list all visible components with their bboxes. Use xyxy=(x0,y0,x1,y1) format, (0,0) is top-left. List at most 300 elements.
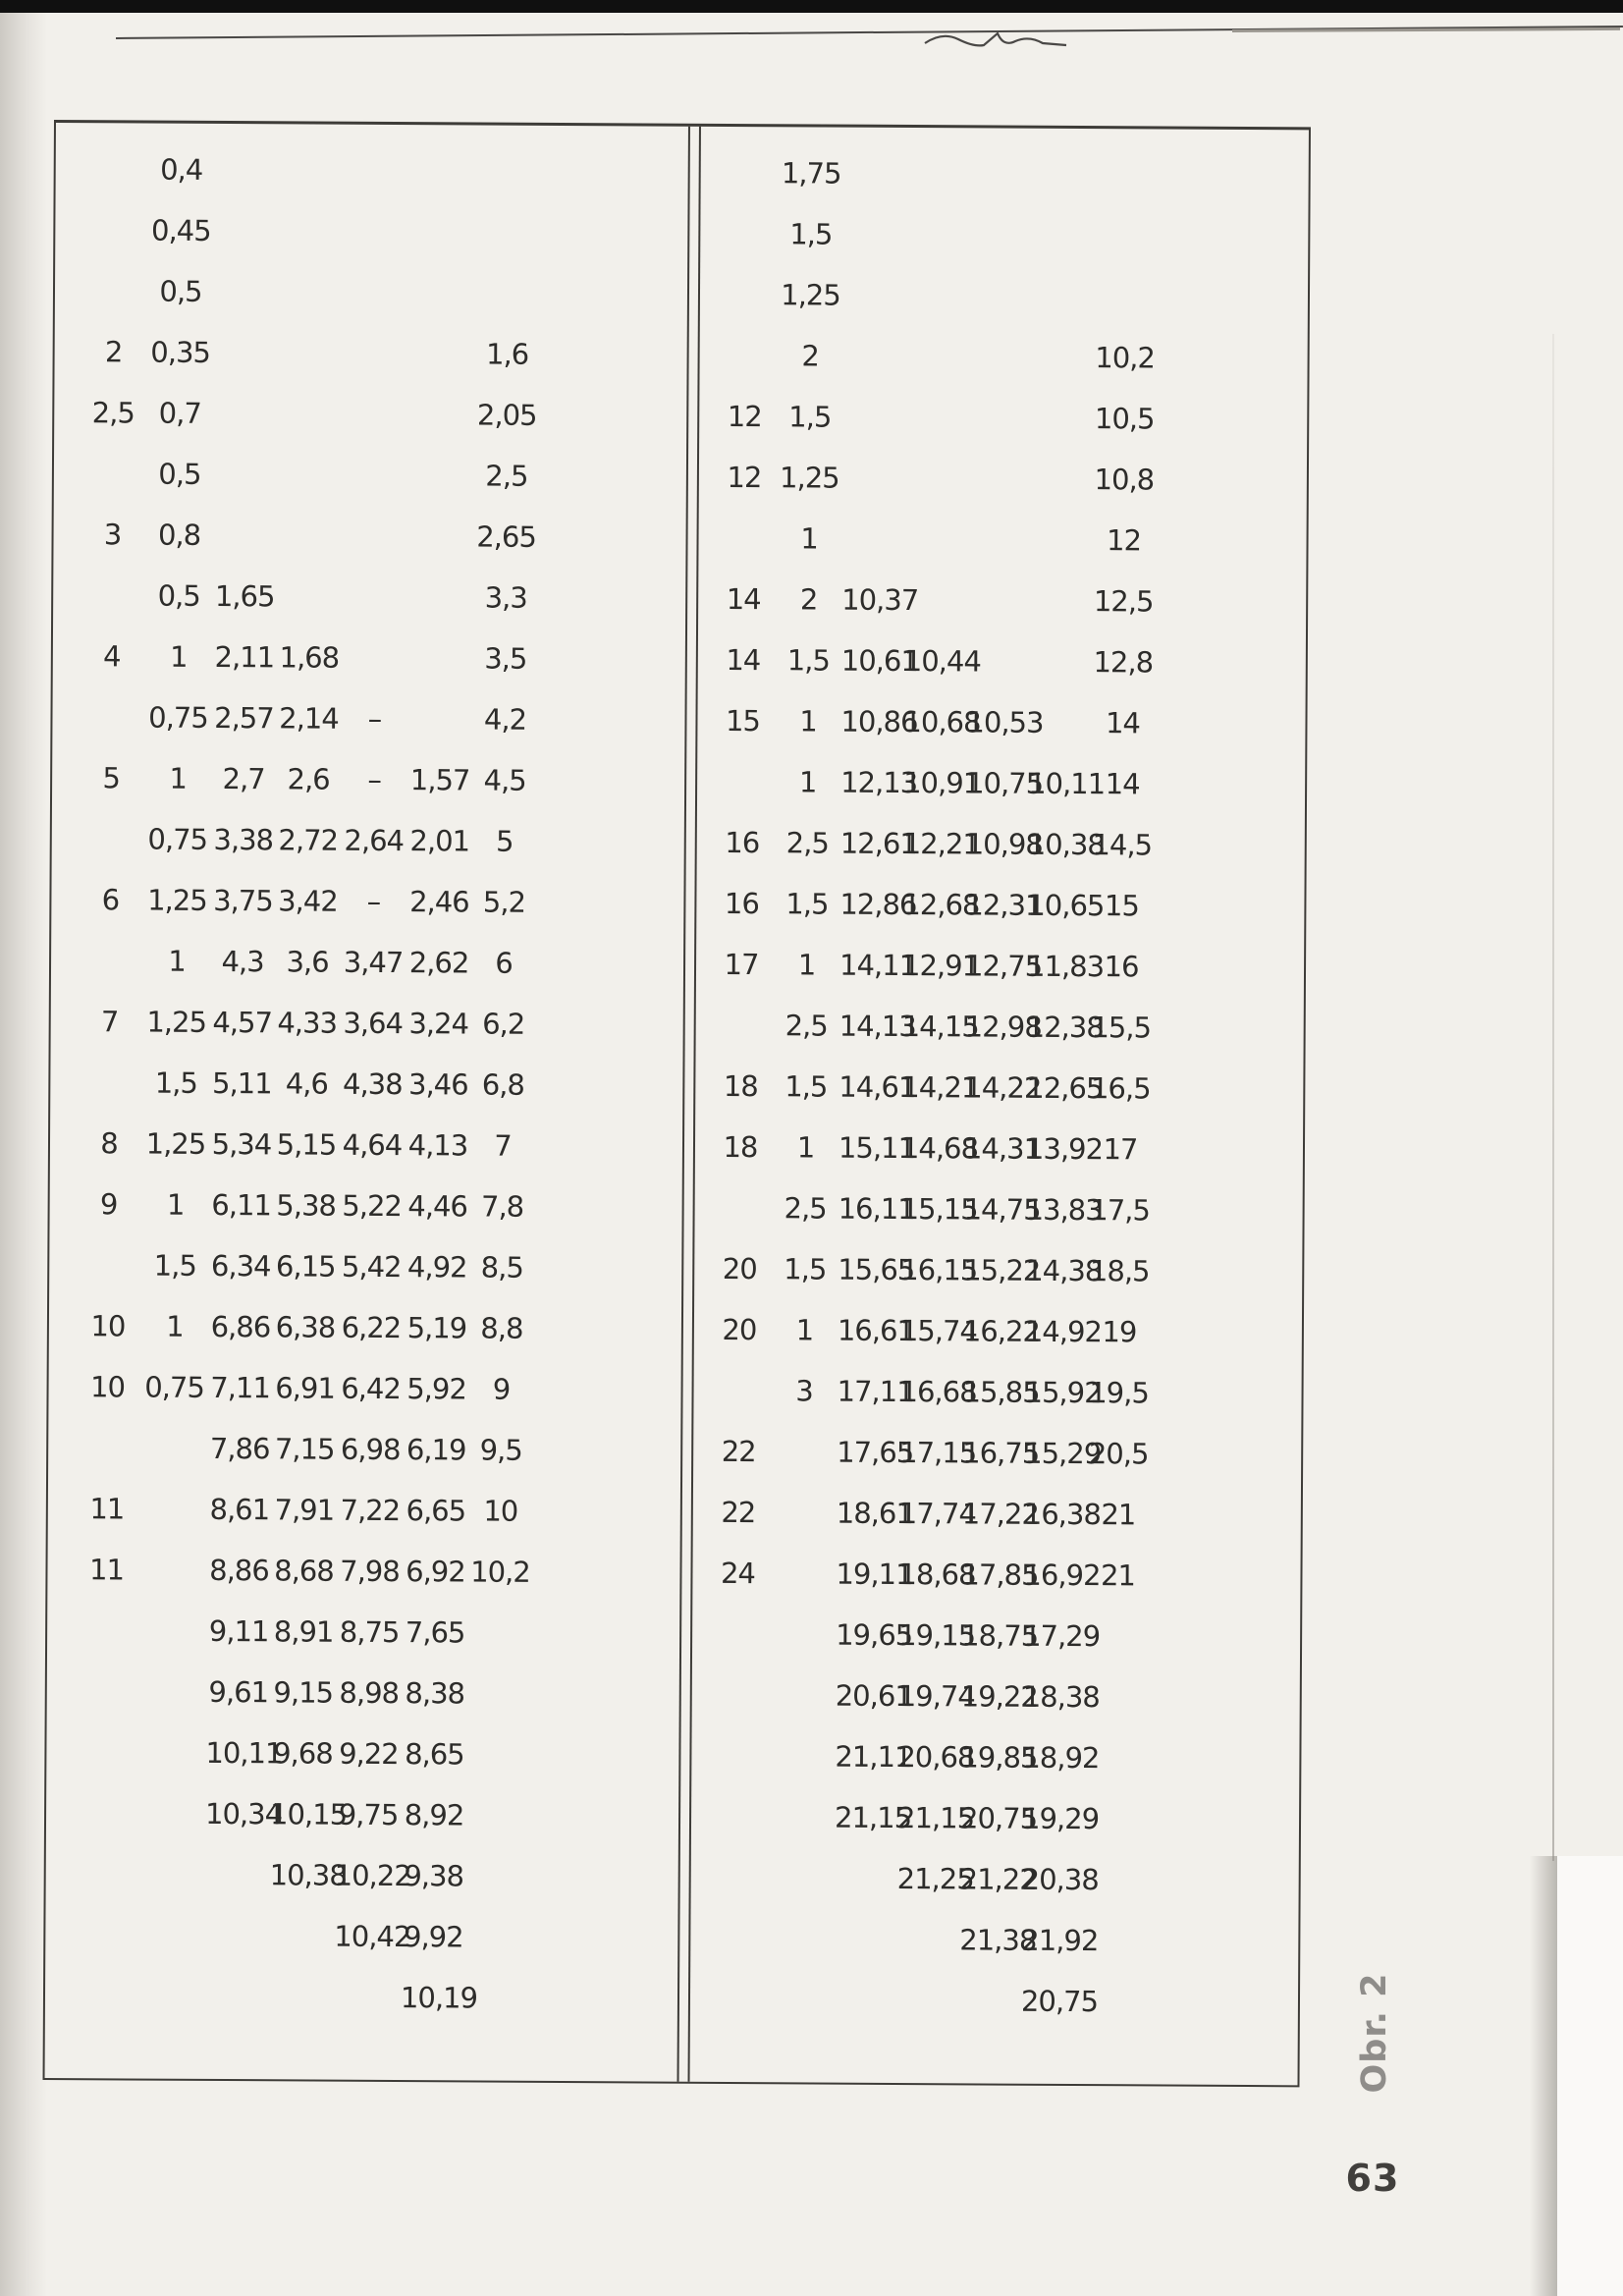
table-cell: 0,4 xyxy=(160,152,203,187)
table-cell: 2 xyxy=(799,581,818,616)
table-cell: 21,15 xyxy=(834,1800,912,1834)
table-cell: 0,5 xyxy=(158,457,201,491)
table-cell: 12,75 xyxy=(964,948,1043,983)
table-cell: 8,75 xyxy=(339,1614,400,1649)
table-cell: 0,75 xyxy=(148,700,208,735)
table-row xyxy=(50,1113,682,1177)
table-cell: 10,19 xyxy=(400,1980,478,2015)
table-row xyxy=(49,1295,681,1360)
table-cell: 19,11 xyxy=(836,1557,913,1591)
table-row xyxy=(56,138,688,203)
table-cell: 6,22 xyxy=(341,1310,402,1344)
table-cell: 6,34 xyxy=(210,1248,271,1283)
table-cell: 4,13 xyxy=(407,1127,468,1162)
table-cell: 6,92 xyxy=(406,1554,465,1588)
table-cell: 12,31 xyxy=(965,887,1043,922)
table-cell: 10,68 xyxy=(903,704,981,738)
table-row xyxy=(54,321,686,386)
table-cell: 18,68 xyxy=(898,1557,976,1591)
table-cell: 9,15 xyxy=(273,1674,334,1710)
table-cell: 5,15 xyxy=(276,1126,337,1162)
table-cell: 2,65 xyxy=(476,519,536,554)
table-cell: 10,34 xyxy=(204,1796,283,1831)
table-cell: 5,92 xyxy=(406,1371,466,1405)
table-row xyxy=(55,199,687,264)
table-cell: 1,25 xyxy=(781,277,840,312)
table-cell: 2,5 xyxy=(784,1190,827,1226)
table-cell: 15,22 xyxy=(963,1252,1041,1287)
scanner-background xyxy=(1557,1856,1623,2296)
table-cell: 2 xyxy=(104,334,123,368)
table-cell: 9 xyxy=(492,1372,511,1406)
table-row xyxy=(694,1177,1302,1242)
table-cell: 1,6 xyxy=(485,337,529,371)
table-row xyxy=(54,382,686,447)
table-cell: 1,65 xyxy=(214,578,275,613)
table-cell: 8,92 xyxy=(404,1797,464,1831)
table-cell: 12,61 xyxy=(839,826,917,860)
book-gutter-shadow xyxy=(0,13,47,2296)
table-cell: 10,65 xyxy=(1027,888,1105,922)
table-row xyxy=(52,686,684,751)
table-cell: 1,5 xyxy=(154,1066,198,1100)
table-cell: 8,65 xyxy=(405,1736,464,1771)
table-cell: 0,5 xyxy=(159,274,202,308)
page-number: 63 xyxy=(1345,2157,1400,2200)
table-row xyxy=(47,1661,679,1725)
table-cell: 2,5 xyxy=(91,395,135,429)
table-cell: 1 xyxy=(799,703,817,738)
table-cell: 0,45 xyxy=(150,213,211,247)
table-row xyxy=(691,1786,1299,1851)
table-cell: 10,42 xyxy=(334,1919,411,1953)
table-cell: 1 xyxy=(797,947,816,981)
table-row xyxy=(700,264,1308,329)
table-row xyxy=(49,1174,681,1238)
table-cell: 8,5 xyxy=(480,1250,523,1285)
table-cell: 12,8 xyxy=(1093,644,1154,679)
table-cell: 17,15 xyxy=(899,1435,977,1469)
table-cell: 18,38 xyxy=(1022,1679,1100,1714)
table-cell: 8,98 xyxy=(339,1675,400,1710)
table-cell: 13,83 xyxy=(1025,1192,1103,1227)
table-cell: 6,19 xyxy=(406,1432,466,1466)
table-cell: 8,8 xyxy=(480,1311,523,1345)
table-cell: 11 xyxy=(89,1491,125,1525)
table-cell: 20 xyxy=(722,1251,757,1285)
table-cell: 15 xyxy=(725,703,761,738)
table-cell: 0,75 xyxy=(144,1370,204,1404)
page-edge-line xyxy=(1552,334,1554,1861)
table-cell: 8,86 xyxy=(209,1553,269,1587)
table-cell: 16,15 xyxy=(900,1252,978,1286)
table-cell: 1 xyxy=(170,639,188,674)
table-cell: 7 xyxy=(494,1128,512,1163)
table-cell: 2,5 xyxy=(485,459,528,493)
table-cell: 7,15 xyxy=(274,1431,335,1466)
table-cell: 9,61 xyxy=(208,1674,269,1709)
table-row xyxy=(48,1417,680,1482)
table-row xyxy=(46,1722,678,1786)
table-cell: 0,35 xyxy=(150,335,211,369)
table-cell: 9 xyxy=(99,1186,118,1221)
page-fold-line-shadow xyxy=(1232,27,1620,32)
table-cell: 1,25 xyxy=(780,460,839,495)
table-cell: 16,38 xyxy=(1023,1497,1101,1531)
table-cell: 5 xyxy=(102,760,120,794)
table-row xyxy=(693,1421,1301,1486)
table-cell: 3,64 xyxy=(343,1006,404,1040)
table-row xyxy=(46,1782,678,1847)
table-cell: 19,74 xyxy=(897,1678,975,1713)
table-cell: 16,22 xyxy=(962,1313,1041,1348)
table-cell: 10,38 xyxy=(269,1857,347,1892)
table-cell: 20 xyxy=(722,1312,757,1346)
table-cell: 6,38 xyxy=(275,1309,336,1344)
table-row xyxy=(48,1478,680,1543)
table-cell: 1 xyxy=(168,944,186,978)
table-cell: 2,05 xyxy=(476,397,537,432)
table-cell: 16,61 xyxy=(837,1313,915,1347)
table-right-half xyxy=(688,127,1309,2086)
table-cell: 5,38 xyxy=(276,1187,337,1223)
table-cell: – xyxy=(366,884,381,918)
table-cell: 22 xyxy=(721,1495,756,1529)
table-cell: 17,65 xyxy=(837,1435,914,1469)
table-row xyxy=(51,869,683,934)
table-cell: 6,8 xyxy=(481,1067,525,1102)
table-cell: 16 xyxy=(1104,949,1139,983)
table-cell: 9,92 xyxy=(403,1919,463,1953)
table-cell: 17,74 xyxy=(898,1496,976,1530)
table-cell: 15,15 xyxy=(900,1191,978,1226)
table-cell: 3,42 xyxy=(278,883,338,918)
table-cell: 10,44 xyxy=(903,643,981,678)
table-cell: 10,8 xyxy=(1094,462,1155,496)
table-cell: 11,83 xyxy=(1026,949,1105,983)
table-cell: 12,91 xyxy=(901,948,980,982)
table-cell: 2,46 xyxy=(409,884,469,918)
table-cell: 14 xyxy=(726,642,761,677)
table-cell: 5,11 xyxy=(211,1066,272,1100)
table-row xyxy=(695,1056,1303,1121)
table-cell: 14,15 xyxy=(901,1009,979,1043)
table-row xyxy=(698,569,1306,633)
table-cell: 14,68 xyxy=(900,1130,979,1165)
figure-table-frame xyxy=(43,120,1311,2087)
table-cell: 9,22 xyxy=(339,1736,399,1771)
table-cell: 2,01 xyxy=(409,823,470,857)
table-row xyxy=(53,504,685,569)
table-cell: 19,29 xyxy=(1021,1801,1100,1835)
table-cell: 9,75 xyxy=(338,1797,399,1831)
table-cell: 20,75 xyxy=(959,1800,1038,1835)
table-row xyxy=(693,1482,1301,1547)
table-cell: 4,2 xyxy=(483,702,527,737)
table-cell: 6,86 xyxy=(210,1309,271,1343)
table-cell: 13,92 xyxy=(1025,1131,1104,1166)
table-cell: 2,72 xyxy=(278,822,339,857)
table-cell: 3 xyxy=(103,517,122,551)
table-cell: 6,91 xyxy=(275,1370,335,1405)
table-cell: 15,85 xyxy=(962,1374,1040,1409)
table-row xyxy=(694,1238,1302,1303)
table-cell: 6,15 xyxy=(275,1248,336,1284)
table-left-half xyxy=(45,123,690,2082)
table-cell: 21,22 xyxy=(959,1861,1037,1896)
table-cell: 0,7 xyxy=(158,396,201,430)
table-cell: 14,13 xyxy=(839,1009,916,1043)
table-cell: 10,2 xyxy=(470,1554,530,1589)
table-cell: 18 xyxy=(723,1129,758,1164)
table-cell: 9,38 xyxy=(404,1858,464,1892)
table-cell: 1,5 xyxy=(785,886,829,921)
table-cell: 4,64 xyxy=(342,1127,403,1162)
table-cell: 6 xyxy=(101,882,120,916)
table-cell: 14,5 xyxy=(1092,827,1153,861)
table-cell: 10 xyxy=(483,1494,518,1528)
table-cell: 20,61 xyxy=(835,1678,912,1713)
table-cell: 9,11 xyxy=(208,1613,269,1648)
table-cell: 2,6 xyxy=(287,761,330,796)
table-cell: 19,5 xyxy=(1089,1375,1149,1409)
table-cell: 5,42 xyxy=(341,1249,402,1284)
table-row xyxy=(47,1539,679,1604)
table-cell: 8,38 xyxy=(405,1675,465,1710)
table-cell: 17 xyxy=(1103,1131,1138,1166)
table-cell: 0,8 xyxy=(157,518,201,552)
table-cell: 5,22 xyxy=(342,1188,403,1223)
table-cell: 10,86 xyxy=(840,704,918,738)
table-cell: 12 xyxy=(727,399,762,433)
table-row xyxy=(50,1052,682,1117)
table-row xyxy=(690,1969,1298,2034)
table-cell: 6,42 xyxy=(341,1371,401,1405)
table-cell: 10,98 xyxy=(965,826,1043,861)
table-cell: 10 xyxy=(90,1308,126,1342)
table-cell: 17,85 xyxy=(961,1557,1039,1592)
table-cell: 17,29 xyxy=(1023,1618,1101,1653)
table-row xyxy=(48,1356,680,1421)
table-cell: 10,11 xyxy=(205,1735,283,1770)
table-row xyxy=(52,747,684,812)
table-cell: 7,91 xyxy=(274,1492,335,1527)
table-cell: 1,25 xyxy=(147,883,207,917)
table-cell: – xyxy=(367,762,381,796)
table-cell: 10,5 xyxy=(1094,401,1155,435)
table-cell: 3,46 xyxy=(407,1066,468,1101)
table-row xyxy=(695,1117,1303,1181)
table-cell: 12,5 xyxy=(1093,583,1154,618)
table-cell: 2,11 xyxy=(214,639,275,674)
table-cell: 21 xyxy=(1100,1558,1136,1592)
table-cell: 0,5 xyxy=(157,578,200,613)
table-cell: 0,75 xyxy=(147,822,208,856)
table-cell: 4,3 xyxy=(221,944,264,978)
table-row xyxy=(700,203,1308,268)
table-cell: 3,6 xyxy=(286,944,329,979)
table-cell: 12,68 xyxy=(902,887,980,921)
table-cell: 14,21 xyxy=(901,1069,979,1104)
table-cell: 17,5 xyxy=(1090,1192,1151,1227)
table-cell: 1 xyxy=(166,1309,184,1343)
table-cell: 18,5 xyxy=(1089,1253,1150,1287)
table-cell: 12,21 xyxy=(902,826,980,860)
table-cell: 19,85 xyxy=(960,1739,1038,1775)
table-row xyxy=(698,629,1306,694)
table-cell: 4,46 xyxy=(407,1188,468,1223)
table-row xyxy=(701,142,1309,207)
table-cell: 7,65 xyxy=(405,1614,465,1649)
table-row xyxy=(698,508,1306,573)
table-cell: – xyxy=(367,701,382,736)
table-cell: 12,65 xyxy=(1026,1070,1104,1105)
table-cell: 1 xyxy=(796,1129,815,1164)
table-row xyxy=(691,1847,1299,1912)
table-row xyxy=(53,565,685,629)
table-cell: 14,22 xyxy=(964,1069,1042,1105)
table-cell: 2,14 xyxy=(279,700,339,736)
table-cell: 1 xyxy=(798,764,817,798)
table-cell: 15,11 xyxy=(838,1130,916,1165)
table-cell: 10,2 xyxy=(1095,340,1156,374)
table-cell: 21,38 xyxy=(959,1922,1037,1957)
table-cell: 7,8 xyxy=(480,1189,524,1224)
page-edge-shadow xyxy=(1530,1856,1557,2296)
table-cell: 15,74 xyxy=(899,1313,978,1347)
table-cell: 16,92 xyxy=(1023,1558,1101,1592)
table-cell: 14 xyxy=(1105,766,1140,800)
table-cell: 4,6 xyxy=(285,1066,329,1101)
table-cell: 24 xyxy=(720,1556,756,1590)
table-cell: 2,5 xyxy=(784,1008,828,1043)
table-cell: 10,37 xyxy=(841,582,919,617)
table-row xyxy=(699,386,1307,451)
table-row xyxy=(690,1908,1298,1973)
table-cell: 16 xyxy=(724,886,759,920)
table-cell: 9,68 xyxy=(273,1735,333,1771)
table-cell: 10,91 xyxy=(903,765,981,799)
table-cell: 8,91 xyxy=(273,1613,334,1649)
table-row xyxy=(697,812,1305,877)
table-cell: 2,57 xyxy=(214,700,274,735)
table-cell: 5,34 xyxy=(211,1126,272,1161)
table-cell: 18,92 xyxy=(1022,1740,1100,1775)
table-cell: 1,68 xyxy=(279,639,340,675)
table-cell: 2 xyxy=(801,338,819,372)
table-cell: 21,25 xyxy=(896,1861,974,1895)
table-row xyxy=(697,751,1305,816)
table-cell: 15,5 xyxy=(1091,1010,1152,1044)
table-cell: 6 xyxy=(495,946,513,980)
table-cell: 19 xyxy=(1102,1314,1137,1348)
table-row xyxy=(696,873,1304,938)
table-cell: 1 xyxy=(800,520,818,555)
table-cell: 8 xyxy=(100,1125,118,1160)
table-row xyxy=(696,995,1304,1060)
table-cell: 7 xyxy=(100,1004,119,1038)
table-cell: 18,61 xyxy=(836,1496,913,1530)
table-cell: 10,11 xyxy=(1028,766,1106,800)
table-row xyxy=(692,1604,1300,1668)
table-cell: 7,86 xyxy=(209,1431,270,1465)
table-row xyxy=(694,1299,1302,1364)
table-cell: 1,5 xyxy=(788,399,832,434)
table-row xyxy=(45,1965,677,2030)
table-cell: 1,5 xyxy=(153,1248,196,1283)
table-row xyxy=(692,1543,1300,1608)
table-row xyxy=(699,325,1307,390)
table-cell: 10,75 xyxy=(966,765,1044,800)
table-cell: 5 xyxy=(495,824,514,858)
table-cell: 12,98 xyxy=(964,1009,1042,1044)
table-cell: 14,11 xyxy=(839,948,917,982)
table-left-grid xyxy=(45,123,688,2030)
table-row xyxy=(54,443,686,508)
table-cell: 11 xyxy=(88,1552,125,1586)
table-cell: 3,24 xyxy=(408,1006,469,1040)
table-cell: 12,13 xyxy=(840,765,918,799)
table-cell: 8,61 xyxy=(209,1492,270,1526)
table-cell: 3 xyxy=(795,1373,813,1407)
table-cell: 3,38 xyxy=(213,822,274,856)
table-cell: 7,11 xyxy=(210,1370,270,1404)
table-row xyxy=(691,1725,1299,1790)
table-cell: 16,11 xyxy=(838,1191,915,1226)
table-cell: 6,65 xyxy=(406,1493,466,1527)
table-row xyxy=(55,260,687,325)
table-cell: 2,62 xyxy=(408,945,469,979)
table-cell: 10,38 xyxy=(1027,827,1105,861)
table-cell: 12 xyxy=(1107,522,1142,557)
table-cell: 10,22 xyxy=(334,1858,411,1892)
table-cell: 15,92 xyxy=(1024,1375,1102,1409)
table-cell: 8,68 xyxy=(274,1553,334,1588)
table-cell: 6,11 xyxy=(211,1187,272,1222)
table-cell: 14,61 xyxy=(839,1069,916,1104)
table-cell: 1,5 xyxy=(786,642,831,678)
table-cell: 15,65 xyxy=(838,1252,915,1286)
table-cell: 3,5 xyxy=(484,641,527,676)
table-cell: 18 xyxy=(723,1068,758,1103)
table-cell: 3,3 xyxy=(484,580,527,615)
table-cell: 2,7 xyxy=(222,761,265,795)
scanner-edge-bar xyxy=(0,0,1623,13)
table-cell: 4 xyxy=(103,638,121,673)
table-cell: 1 xyxy=(795,1312,814,1346)
table-cell: 7,22 xyxy=(340,1493,401,1527)
table-cell: 4,92 xyxy=(406,1249,467,1284)
table-cell: 2,64 xyxy=(344,823,405,857)
table-cell: 5,19 xyxy=(406,1310,467,1344)
table-cell: 1 xyxy=(166,1187,185,1222)
table-row xyxy=(47,1600,679,1665)
table-cell: 5,2 xyxy=(482,885,526,919)
table-cell: 16,5 xyxy=(1090,1070,1151,1105)
table-cell: 2,5 xyxy=(785,825,829,860)
table-row xyxy=(46,1843,678,1908)
table-cell: 12,38 xyxy=(1026,1010,1104,1044)
table-cell: 4,5 xyxy=(483,763,526,797)
table-cell: 21,15 xyxy=(896,1800,975,1834)
table-cell: 10,15 xyxy=(269,1796,348,1831)
table-cell: 17,11 xyxy=(837,1374,914,1408)
table-cell: 1,25 xyxy=(145,1126,206,1161)
table-cell: 3,75 xyxy=(213,883,273,917)
table-cell: 14,75 xyxy=(963,1191,1041,1227)
table-cell: 21 xyxy=(1101,1497,1136,1531)
table-row xyxy=(49,1234,681,1299)
